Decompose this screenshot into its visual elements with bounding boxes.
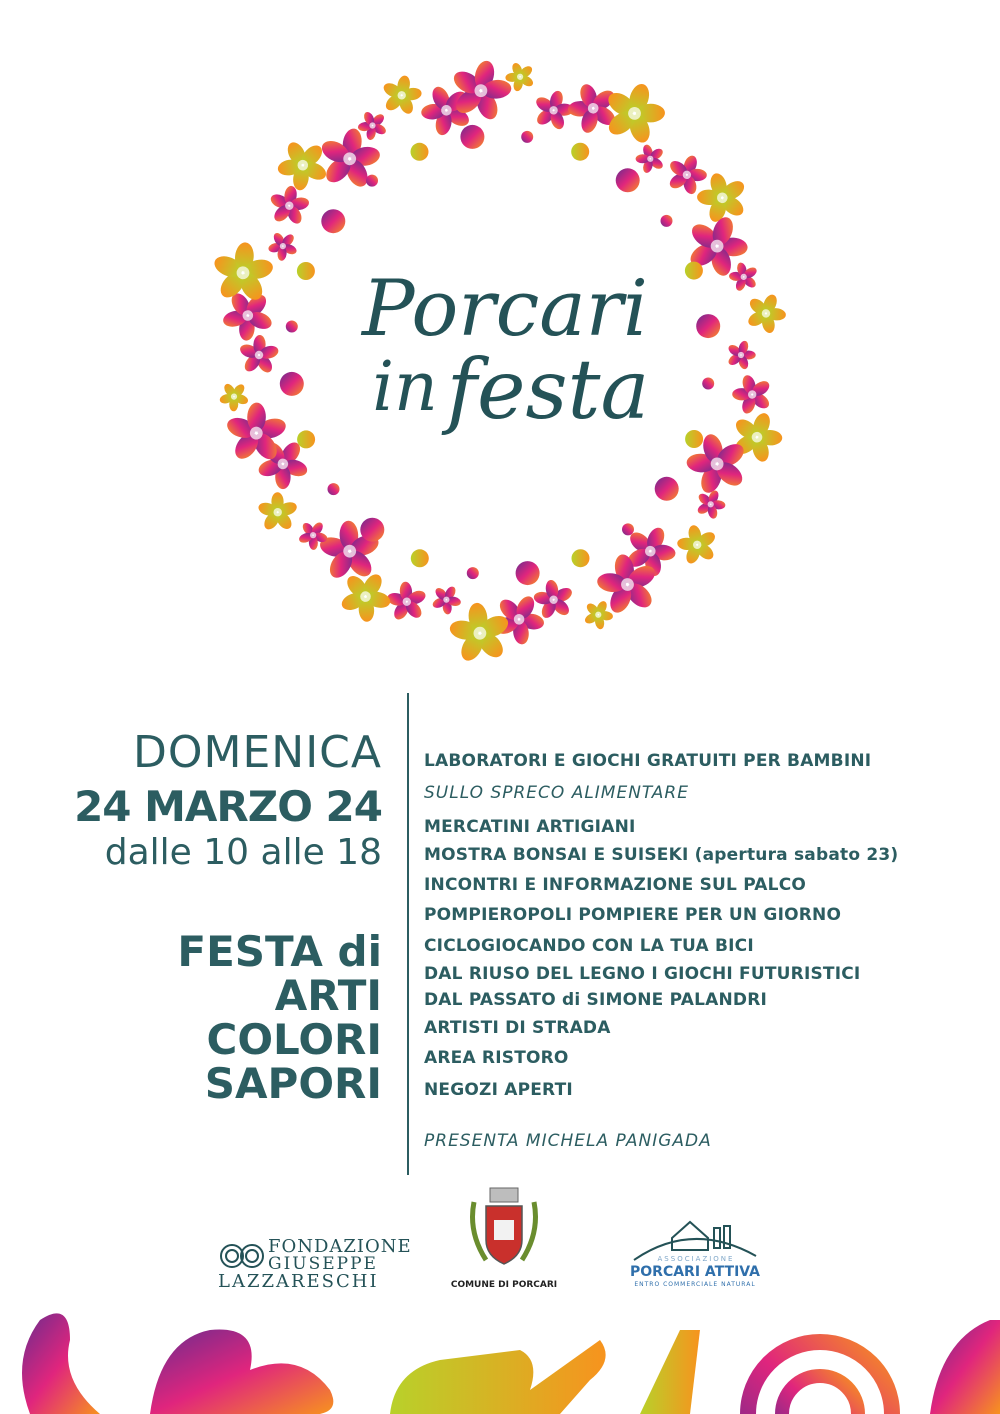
bottom-decoration <box>0 1300 1000 1414</box>
title-porcari: Porcari <box>362 264 648 354</box>
wreath-accent-icon <box>685 430 703 448</box>
event-item: ARTISTI DI STRADA <box>424 1018 611 1038</box>
event-item: LABORATORI E GIOCHI GRATUITI PER BAMBINI <box>424 751 872 771</box>
title-festa: festa <box>446 343 650 438</box>
event-item: INCONTRI E INFORMAZIONE SUL PALCO <box>424 875 807 895</box>
wreath-accent-icon <box>572 549 590 567</box>
tagline-line-2: ARTI <box>274 971 382 1020</box>
tagline-line-1: FESTA di <box>177 927 382 976</box>
wreath-accent-icon <box>622 523 634 535</box>
wreath-accent-icon <box>516 561 540 585</box>
sponsor-logos <box>0 1180 1000 1300</box>
wreath-accent-icon <box>328 483 340 495</box>
tagline-line-3: COLORI <box>206 1015 382 1064</box>
event-item: DAL RIUSO DEL LEGNO I GIOCHI FUTURISTICI <box>424 964 861 984</box>
wreath-flower-icon <box>268 131 338 200</box>
wreath-accent-icon <box>616 168 640 192</box>
event-date: 24 MARZO 24 <box>74 782 382 831</box>
wreath-flower-icon <box>726 340 755 371</box>
event-item: POMPIEROPOLI POMPIERE PER UN GIORNO <box>424 905 842 925</box>
event-hours: dalle 10 alle 18 <box>104 832 382 873</box>
wreath-accent-icon <box>366 175 378 187</box>
wreath-flower-icon <box>262 178 316 233</box>
event-item: MERCATINI ARTIGIANI <box>424 817 636 837</box>
wreath-accent-icon <box>467 567 479 579</box>
wreath-accent-icon <box>655 477 679 501</box>
comune-name: COMUNE DI PORCARI <box>450 1280 558 1290</box>
wreath-accent-icon <box>571 143 589 161</box>
wreath-accent-icon <box>702 378 714 390</box>
fondazione-spiral-icon <box>218 1236 266 1276</box>
wreath-flower-icon <box>265 228 300 264</box>
attiva-sub: ENTRO COMMERCIALE NATURAL <box>634 1281 756 1288</box>
event-item: SULLO SPRECO ALIMENTARE <box>424 783 689 803</box>
tagline-line-4: SAPORI <box>204 1059 382 1108</box>
wreath-flower-icon <box>675 522 718 567</box>
festival-logo-wreath <box>0 0 1000 680</box>
column-divider <box>407 693 409 1175</box>
fondazione-name-2: GIUSEPPE <box>268 1254 378 1274</box>
attiva-assoc: ASSOCIAZIONE <box>657 1255 735 1263</box>
event-item: MOSTRA BONSAI E SUISEKI (apertura sabato 23) <box>424 845 899 865</box>
festival-tagline <box>30 927 382 1108</box>
wreath-accent-icon <box>661 215 673 227</box>
wreath-accent-icon <box>411 549 429 567</box>
wreath-accent-icon <box>280 372 304 396</box>
wreath-flower-icon <box>631 140 669 177</box>
comune-crest-icon <box>466 1182 542 1274</box>
presenter: PRESENTA MICHELA PANIGADA <box>424 1131 712 1151</box>
title-in: in <box>372 348 438 427</box>
event-item: DAL PASSATO di SIMONE PALANDRI <box>424 990 768 1010</box>
wreath-accent-icon <box>696 314 720 338</box>
wreath-accent-icon <box>411 143 429 161</box>
event-day: DOMENICA <box>133 727 382 778</box>
attiva-name: PORCARI ATTIVA <box>630 1264 761 1280</box>
wreath-accent-icon <box>460 125 484 149</box>
event-item: CICLOGIOCANDO CON LA TUA BICI <box>424 936 754 956</box>
event-item: NEGOZI APERTI <box>424 1080 573 1100</box>
wreath-accent-icon <box>521 131 533 143</box>
wreath-flower-icon <box>215 377 253 416</box>
event-item: AREA RISTORO <box>424 1048 569 1068</box>
wreath-accent-icon <box>360 518 384 542</box>
wreath-accent-icon <box>321 209 345 233</box>
wreath-flower-icon <box>257 492 299 532</box>
wreath-flower-icon <box>741 289 791 337</box>
wreath-accent-icon <box>297 262 315 280</box>
wreath-flower-icon <box>380 72 425 118</box>
wreath-accent-icon <box>685 262 703 280</box>
fondazione-name-1: FONDAZIONE <box>268 1236 412 1257</box>
wreath-flower-icon <box>231 327 288 383</box>
wreath-flower-icon <box>430 584 464 616</box>
wreath-accent-icon <box>297 430 315 448</box>
wreath-accent-icon <box>286 321 298 333</box>
fondazione-name-3: LAZZARESCHI <box>218 1271 379 1292</box>
wreath-flower-icon <box>724 366 781 423</box>
